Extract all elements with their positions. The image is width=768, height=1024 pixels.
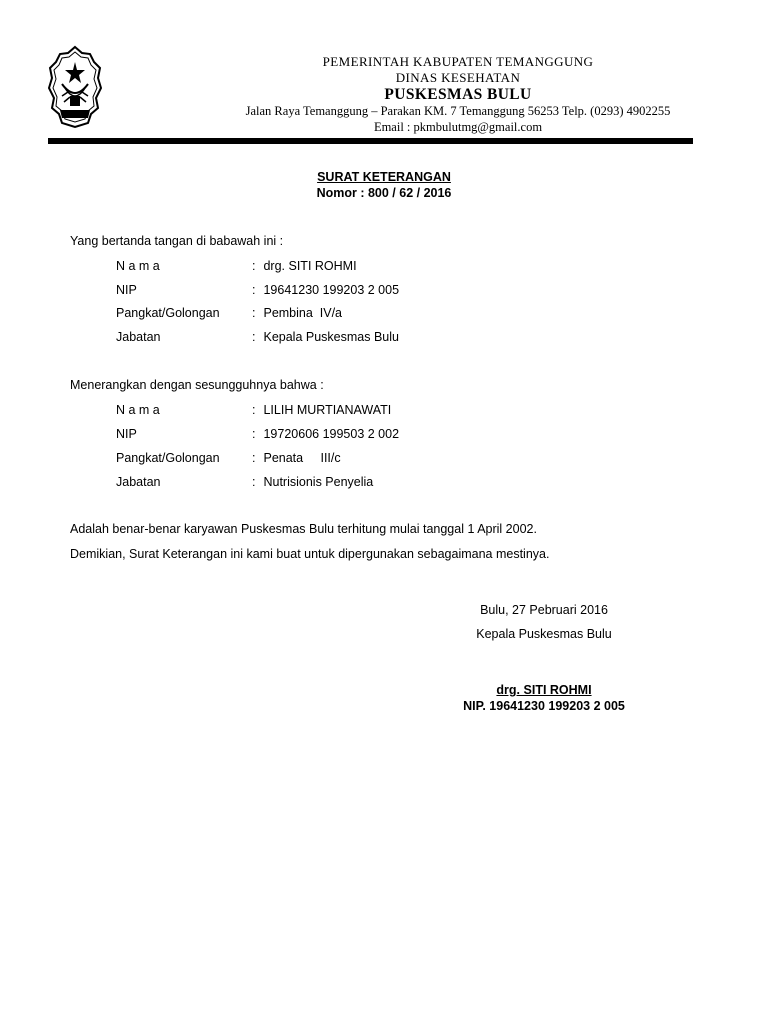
closing-statement: Demikian, Surat Keterangan ini kami buat untuk dipergunakan sebagaimana mestinya. bbox=[70, 547, 550, 561]
office-name: PUSKESMAS BULU bbox=[384, 86, 532, 103]
subject-position: : Nutrisionis Penyelia bbox=[252, 475, 373, 489]
letter-title: SURAT KETERANGAN bbox=[317, 170, 451, 184]
office-address: Jalan Raya Temanggung – Parakan KM. 7 Temanggung 56253 Telp. (0293) 4902255 bbox=[245, 104, 671, 118]
signatory-nip-label: NIP bbox=[116, 283, 137, 297]
place-date: Bulu, 27 Pebruari 2016 bbox=[480, 603, 608, 617]
subject-nip: : 19720606 199503 2 002 bbox=[252, 427, 399, 441]
subject-nip-label: NIP bbox=[116, 427, 137, 441]
signatory-name: : drg. SITI ROHMI bbox=[252, 259, 357, 273]
subject-position-label: Jabatan bbox=[116, 475, 161, 489]
office-email: Email : pkmbulutmg@gmail.com bbox=[373, 120, 543, 134]
signatory-rank: : Pembina IV/a bbox=[252, 306, 342, 320]
signatory-rank-label: Pangkat/Golongan bbox=[116, 306, 220, 320]
government-name: PEMERINTAH KABUPATEN TEMANGGUNG bbox=[322, 54, 594, 69]
signer-name: drg. SITI ROHMI bbox=[496, 683, 592, 697]
letterhead-divider bbox=[48, 138, 693, 144]
subject-name-label: N a m a bbox=[116, 403, 160, 417]
signer-title: Kepala Puskesmas Bulu bbox=[476, 627, 612, 641]
subject-intro: Menerangkan dengan sesungguhnya bahwa : bbox=[70, 378, 324, 392]
signer-nip: NIP. 19641230 199203 2 005 bbox=[463, 699, 625, 713]
employment-statement: Adalah benar-benar karyawan Puskesmas Bulu terhitung mulai tanggal 1 April 2002. bbox=[70, 522, 537, 536]
signatory-name-label: N a m a bbox=[116, 259, 160, 273]
signatory-nip: : 19641230 199203 2 005 bbox=[252, 283, 399, 297]
letter-number: Nomor : 800 / 62 / 2016 bbox=[316, 186, 452, 200]
signatory-position-label: Jabatan bbox=[116, 330, 161, 344]
coat-of-arms-logo bbox=[48, 44, 102, 130]
signatory-position: : Kepala Puskesmas Bulu bbox=[252, 330, 399, 344]
subject-rank: : Penata III/c bbox=[252, 451, 341, 465]
department-name: DINAS KESEHATAN bbox=[395, 70, 521, 85]
subject-name: : LILIH MURTIANAWATI bbox=[252, 403, 391, 417]
subject-rank-label: Pangkat/Golongan bbox=[116, 451, 220, 465]
signatory-intro: Yang bertanda tangan di babawah ini : bbox=[70, 234, 284, 248]
